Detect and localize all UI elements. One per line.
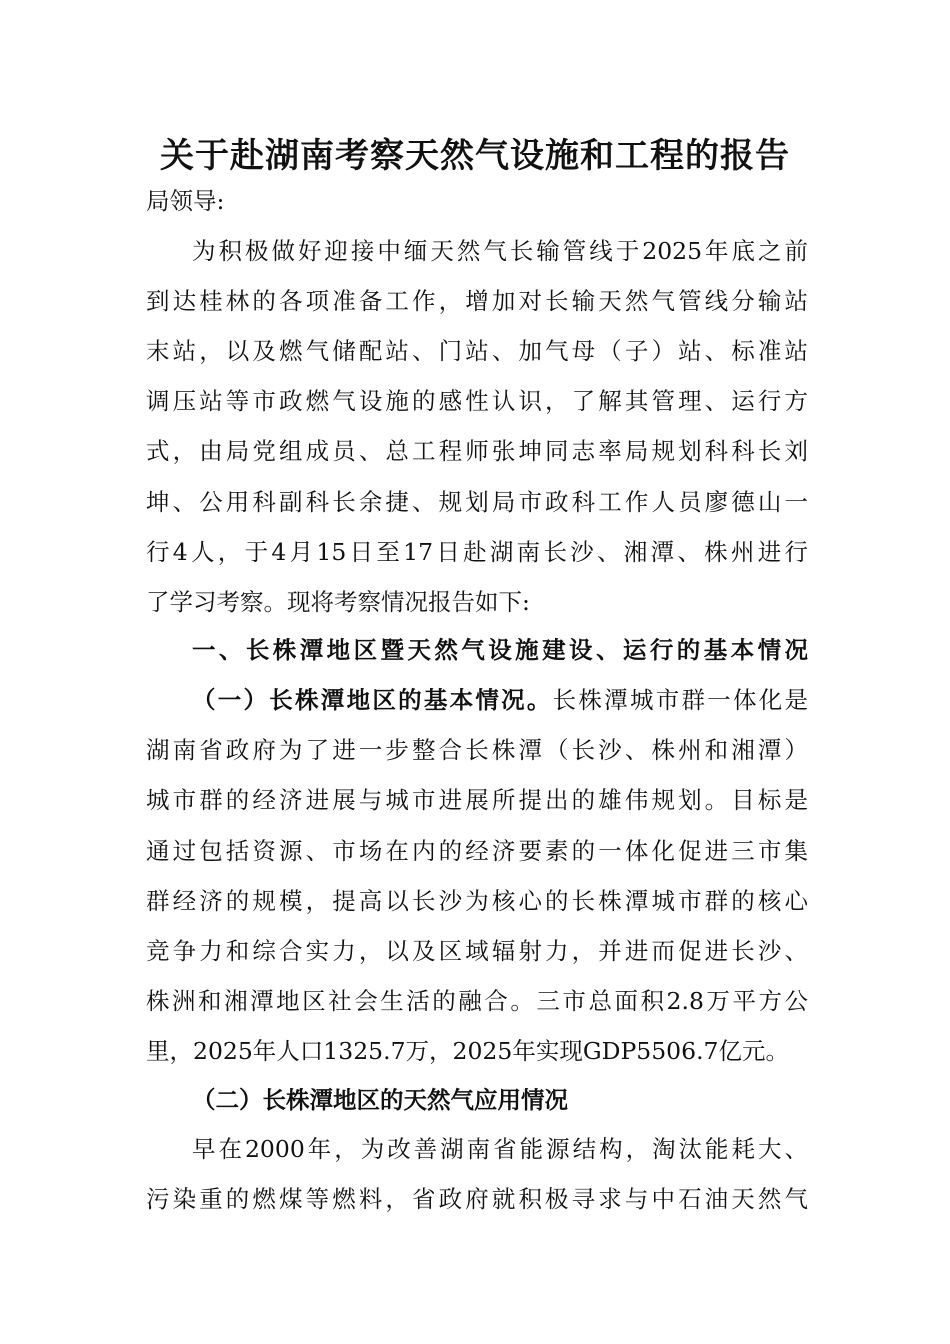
paragraph-line: 城市群的经济进展与城市进展所提出的雄伟规划。目标是 [146, 786, 808, 814]
paragraph-line: 式，由局党组成员、总工程师张坤同志率局规划科科长刘 [146, 437, 808, 465]
paragraph-line: 坤、公用科副科长余捷、规划局市政科工作人员廖德山一 [146, 488, 808, 516]
document-title: 关于赴湖南考察天然气设施和工程的报告 [160, 136, 790, 176]
paragraph-line: 污染重的燃煤等燃料，省政府就积极寻求与中石油天然气 [146, 1185, 808, 1213]
paragraph-line: 调压站等市政燃气设施的感性认识，了解其管理、运行方 [146, 387, 808, 415]
salutation: 局领导: [146, 187, 225, 215]
paragraph-line: 行4人，于4月15日至17日赴湖南长沙、湘潭、株州进行 [146, 538, 808, 566]
subsection-text: 长株潭城市群一体化是 [552, 686, 809, 714]
paragraph-line: 为积极做好迎接中缅天然气长输管线于2025年底之前 [192, 237, 808, 265]
paragraph-line: 到达桂林的各项准备工作，增加对长输天然气管线分输站 [146, 287, 808, 315]
paragraph-line: 早在2000年，为改善湖南省能源结构，淘汰能耗大、 [192, 1135, 808, 1163]
paragraph-line: 里，2025年人口1325.7万，2025年实现GDP5506.7亿元。 [146, 1037, 789, 1065]
section-heading: 一、长株潭地区暨天然气设施建设、运行的基本情况 [192, 636, 808, 664]
paragraph-line: 了学习考察。现将考察情况报告如下: [146, 588, 530, 616]
paragraph-line: 群经济的规模，提高以长沙为核心的长株潭城市群的核心 [146, 887, 808, 915]
subsection-first-line [192, 685, 808, 715]
subsection-heading-2: （二）长株潭地区的天然气应用情况 [192, 1086, 568, 1114]
paragraph-line: 末站，以及燃气储配站、门站、加气母（子）站、标准站 [146, 337, 808, 365]
paragraph-line: 株洲和湘潭地区社会生活的融合。三市总面积2.8万平方公 [146, 987, 808, 1015]
paragraph-line: 湖南省政府为了进一步整合长株潭（长沙、株州和湘潭） [146, 736, 808, 764]
paragraph-line: 通过包括资源、市场在内的经济要素的一体化促进三市集 [146, 837, 808, 865]
subsection-heading: （一）长株潭地区的基本情况。 [192, 686, 553, 714]
paragraph-line: 竞争力和综合实力，以及区域辐射力，并进而促进长沙、 [146, 937, 808, 965]
